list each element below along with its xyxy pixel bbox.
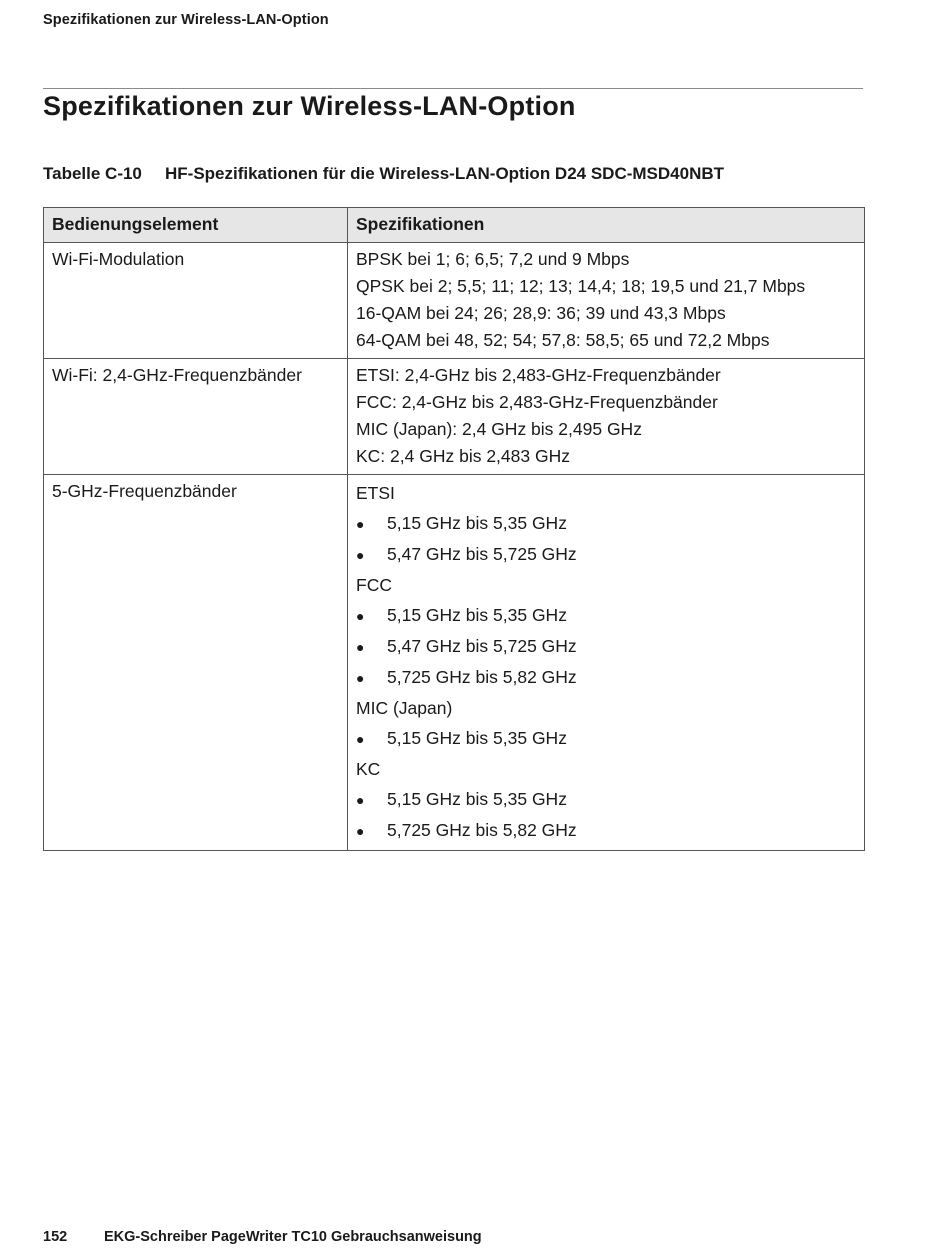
bullet-text: 5,725 GHz bis 5,82 GHz bbox=[387, 820, 577, 840]
spec-line: FCC: 2,4-GHz bis 2,483-GHz-Frequenzbänder bbox=[356, 392, 718, 412]
table-row bbox=[44, 359, 865, 475]
spec-line: QPSK bei 2; 5,5; 11; 12; 13; 14,4; 18; 19,5 und 21,7 Mbps bbox=[356, 276, 806, 296]
bullet-icon: ● bbox=[356, 608, 365, 624]
table-caption-number: Tabelle C-10 bbox=[43, 164, 142, 183]
bullet-item bbox=[356, 600, 856, 631]
region-heading-mic-japan: MIC (Japan) bbox=[356, 698, 453, 718]
bullet-icon: ● bbox=[356, 547, 365, 563]
bullet-icon: ● bbox=[356, 823, 365, 839]
spec-line: ETSI: 2,4-GHz bis 2,483-GHz-Frequenzbänder bbox=[356, 365, 721, 385]
bullet-item bbox=[356, 662, 856, 693]
row-label-5ghz-bands: 5-GHz-Frequenzbänder bbox=[44, 475, 348, 851]
spec-line: BPSK bei 1; 6; 6,5; 7,2 und 9 Mbps bbox=[356, 249, 630, 269]
region-heading-etsi: ETSI bbox=[356, 483, 395, 503]
bullet-text: 5,15 GHz bis 5,35 GHz bbox=[387, 513, 567, 533]
column-header-control: Bedienungselement bbox=[44, 208, 348, 243]
spec-line: 16-QAM bei 24; 26; 28,9: 36; 39 und 43,3 Mbps bbox=[356, 303, 726, 323]
bullet-item bbox=[356, 631, 856, 662]
spec-line: 64-QAM bei 48, 52; 54; 57,8: 58,5; 65 und 72,2 Mbps bbox=[356, 330, 770, 350]
table-caption-text: HF-Spezifikationen für die Wireless-LAN-Option D24 SDC-MSD40NBT bbox=[165, 164, 725, 183]
table-header-row bbox=[44, 208, 865, 243]
column-header-specs: Spezifikationen bbox=[348, 208, 865, 243]
bullet-icon: ● bbox=[356, 639, 365, 655]
spec-line: KC: 2,4 GHz bis 2,483 GHz bbox=[356, 446, 570, 466]
bullet-icon: ● bbox=[356, 731, 365, 747]
bullet-icon: ● bbox=[356, 670, 365, 686]
region-heading-fcc: FCC bbox=[356, 575, 392, 595]
spec-line: MIC (Japan): 2,4 GHz bis 2,495 GHz bbox=[356, 419, 642, 439]
bullet-text: 5,47 GHz bis 5,725 GHz bbox=[387, 544, 577, 564]
bullet-icon: ● bbox=[356, 516, 365, 532]
table-caption bbox=[43, 164, 724, 184]
bullet-item bbox=[356, 784, 856, 815]
table-row bbox=[44, 475, 865, 851]
bullet-text: 5,15 GHz bis 5,35 GHz bbox=[387, 605, 567, 625]
running-header: Spezifikationen zur Wireless-LAN-Option bbox=[43, 12, 329, 28]
bullet-text: 5,47 GHz bis 5,725 GHz bbox=[387, 636, 577, 656]
spec-table bbox=[43, 207, 865, 851]
bullet-text: 5,725 GHz bis 5,82 GHz bbox=[387, 667, 577, 687]
bullet-text: 5,15 GHz bis 5,35 GHz bbox=[387, 728, 567, 748]
row-label-wifi-modulation: Wi-Fi-Modulation bbox=[44, 243, 348, 359]
row-spec-24ghz-bands bbox=[348, 359, 865, 475]
bullet-item bbox=[356, 723, 856, 754]
bullet-item bbox=[356, 815, 856, 846]
page-number: 152 bbox=[43, 1229, 68, 1245]
title-rule bbox=[43, 88, 863, 89]
bullet-item bbox=[356, 508, 856, 539]
page-title: Spezifikationen zur Wireless-LAN-Option bbox=[43, 91, 576, 121]
bullet-icon: ● bbox=[356, 792, 365, 808]
page-footer bbox=[43, 1229, 482, 1245]
row-spec-5ghz-bands bbox=[348, 475, 865, 851]
region-heading-kc: KC bbox=[356, 759, 381, 779]
document-title: EKG-Schreiber PageWriter TC10 Gebrauchsanweisung bbox=[104, 1229, 482, 1245]
bullet-text: 5,15 GHz bis 5,35 GHz bbox=[387, 789, 567, 809]
bullet-item bbox=[356, 539, 856, 570]
row-spec-wifi-modulation bbox=[348, 243, 865, 359]
row-label-24ghz-bands: Wi-Fi: 2,4-GHz-Frequenzbänder bbox=[44, 359, 348, 475]
table-row bbox=[44, 243, 865, 359]
